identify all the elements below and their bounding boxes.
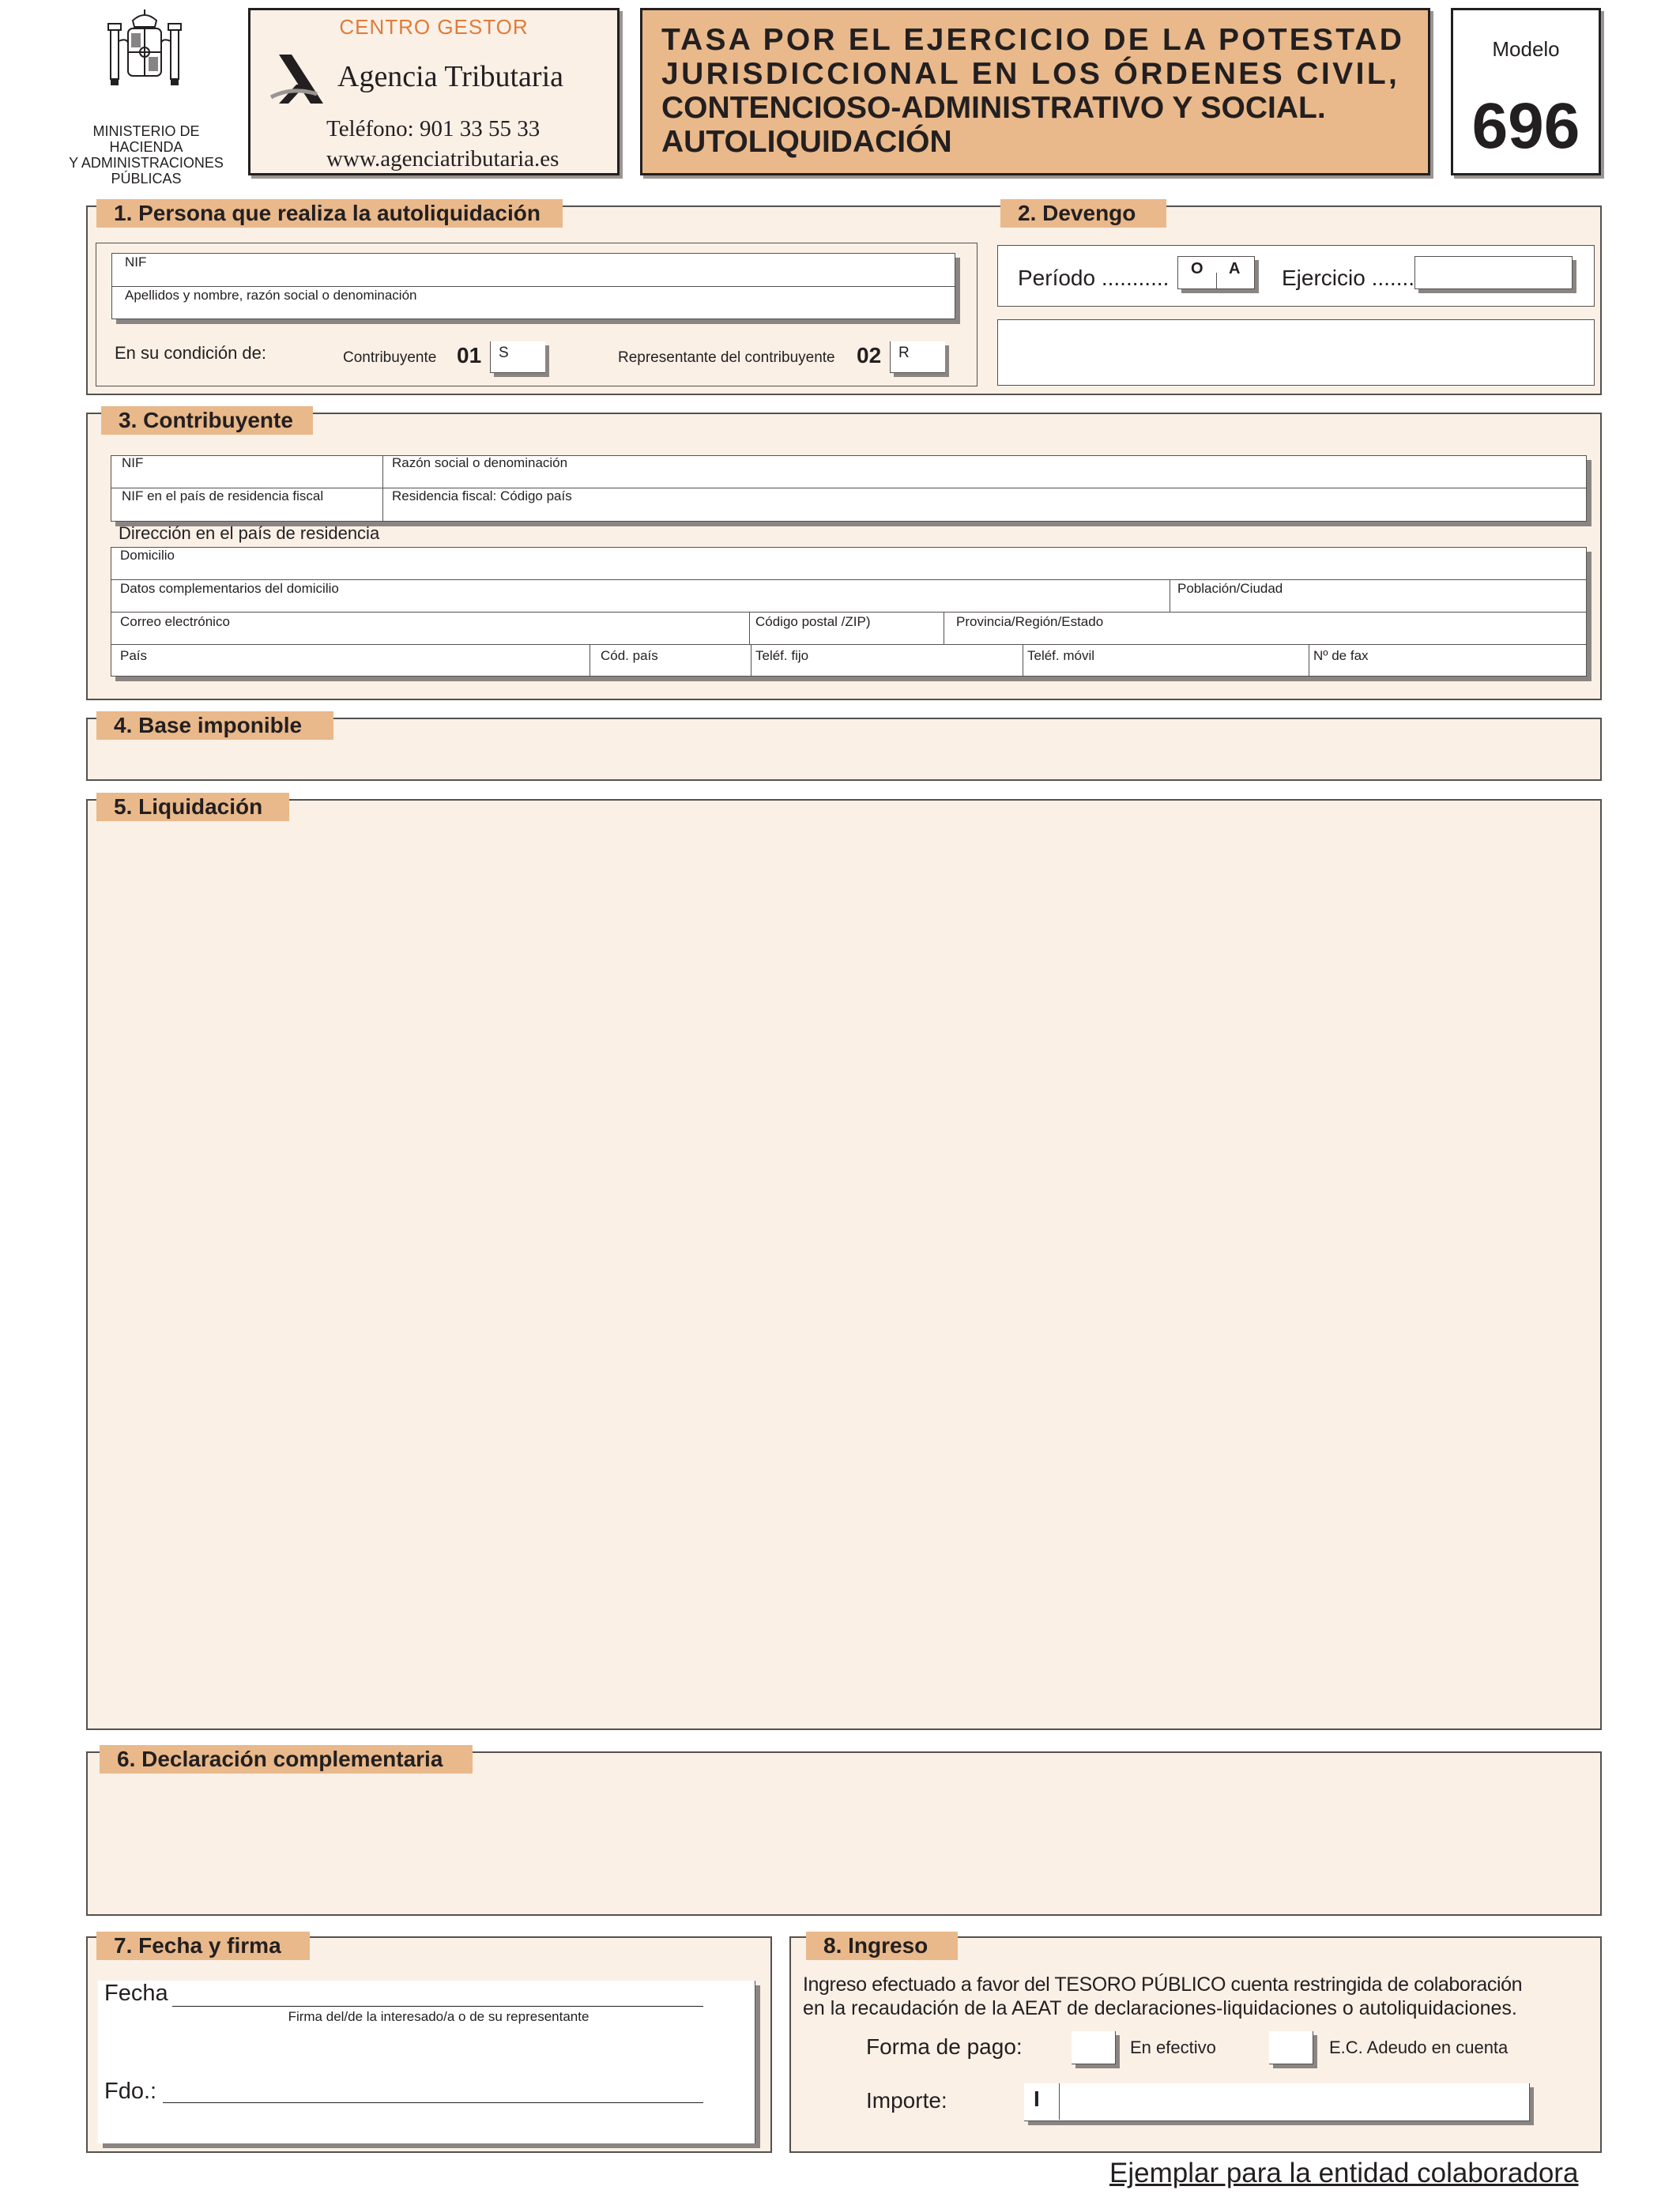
section-5-panel[interactable] [86, 799, 1602, 1730]
datos-complementarios-field[interactable]: Datos complementarios del domicilio [120, 581, 339, 596]
section-8-title: 8. Ingreso [806, 1932, 958, 1960]
ingreso-text: Ingreso efectuado a favor del TESORO PÚBLICO cuenta restringida de colaboración en la recaudación de la AEAT de declaraciones-liquidaciones o autoliquidaciones. [803, 1973, 1523, 2019]
copy-designation: Ejemplar para la entidad colaboradora [1109, 2158, 1579, 2188]
ejercicio-label: Ejercicio ....... [1282, 266, 1415, 290]
divider [111, 644, 1587, 645]
efectivo-checkbox[interactable] [1072, 2031, 1116, 2064]
cod-pais-field[interactable]: Cód. país [601, 648, 658, 663]
codigo-postal-field[interactable]: Código postal /ZIP) [755, 614, 871, 629]
agencia-tributaria-logo-icon [268, 48, 331, 111]
forma-pago-label: Forma de pago: [866, 2034, 1023, 2059]
contribuyente-code: 01 [457, 343, 482, 368]
modelo-number: 696 [1471, 90, 1580, 162]
section-5-title: 5. Liquidación [96, 793, 289, 821]
importe-field[interactable] [1024, 2083, 1530, 2121]
condicion-label: En su condición de: [115, 343, 267, 363]
importe-label: Importe: [866, 2088, 947, 2113]
section-2-title: 2. Devengo [1000, 199, 1166, 228]
periodo-a: A [1229, 260, 1241, 277]
efectivo-label: En efectivo [1130, 2038, 1216, 2057]
section-1-title: 1. Persona que realiza la autoliquidación [96, 199, 563, 228]
adeudo-checkbox[interactable] [1269, 2031, 1313, 2064]
periodo-label: Período ........... [1018, 266, 1170, 290]
devengo-lower-box [997, 319, 1595, 386]
representante-checkbox[interactable] [890, 341, 945, 373]
direccion-heading: Dirección en el país de residencia [119, 523, 380, 543]
nif-pais-field[interactable]: NIF en el país de residencia fiscal [122, 488, 324, 503]
periodo-field[interactable] [1177, 256, 1255, 289]
correo-field[interactable]: Correo electrónico [120, 614, 230, 629]
fdo-line [163, 2102, 703, 2103]
fecha-line [172, 2006, 703, 2007]
razon-social-field[interactable]: Razón social o denominación [392, 455, 568, 470]
divider [382, 455, 383, 522]
form-title-box [640, 8, 1430, 175]
domicilio-field[interactable]: Domicilio [120, 548, 175, 563]
contribuyente-label: Contribuyente [343, 349, 437, 366]
form-title: TASA POR EL EJERCICIO DE LA POTESTAD JURISDICCIONAL EN LOS ÓRDENES CIVIL, CONTENCIOSO-ADMINISTRATIVO Y SOCIAL. AUTOLIQUIDACIÓN [661, 23, 1405, 159]
divider [1059, 2083, 1060, 2120]
divider [111, 286, 955, 287]
section-3-title: 3. Contribuyente [101, 406, 313, 435]
poblacion-field[interactable]: Población/Ciudad [1177, 581, 1283, 596]
section-7-title: 7. Fecha y firma [96, 1932, 310, 1960]
modelo-label: Modelo [1492, 37, 1560, 61]
agency-website: www.agenciatributaria.es [326, 146, 559, 172]
divider [1216, 273, 1217, 288]
fecha-label: Fecha [104, 1981, 168, 2006]
centro-gestor-label: CENTRO GESTOR [339, 15, 529, 39]
coat-of-arms-icon [101, 6, 188, 117]
pais-field[interactable]: País [120, 648, 148, 663]
telefono-movil-field[interactable]: Teléf. móvil [1027, 648, 1095, 663]
residencia-fiscal-field[interactable]: Residencia fiscal: Código país [392, 488, 572, 503]
centro-gestor-box [248, 8, 620, 175]
modelo-box [1451, 8, 1601, 175]
agency-name: Agencia Tributaria [337, 60, 564, 93]
contribuyente-nif-field[interactable]: NIF [122, 455, 144, 470]
representante-value: R [898, 345, 910, 361]
provincia-field[interactable]: Provincia/Región/Estado [956, 614, 1104, 629]
firma-box[interactable] [98, 1981, 755, 2143]
importe-code: I [1034, 2087, 1040, 2111]
contribuyente-value: S [499, 345, 509, 361]
contribuyente-id-box [111, 455, 1587, 522]
section-4-title: 4. Base imponible [96, 711, 333, 740]
firma-caption: Firma del/de la interesado/a o de su representante [288, 2009, 590, 2024]
section-6-title: 6. Declaración complementaria [100, 1745, 473, 1774]
divider [111, 579, 1587, 580]
adeudo-label: E.C. Adeudo en cuenta [1329, 2038, 1509, 2057]
fax-field[interactable]: Nº de fax [1313, 648, 1369, 663]
fdo-label: Fdo.: [104, 2079, 157, 2104]
agency-phone: Teléfono: 901 33 55 33 [326, 116, 541, 141]
divider [749, 612, 750, 644]
telefono-fijo-field[interactable]: Teléf. fijo [755, 648, 809, 663]
divider [111, 612, 1587, 613]
periodo-o: O [1191, 260, 1203, 277]
ejercicio-field[interactable] [1414, 256, 1573, 289]
persona-name-field[interactable]: Apellidos y nombre, razón social o denominación [125, 288, 417, 303]
contribuyente-checkbox[interactable] [490, 341, 545, 373]
representante-code: 02 [857, 343, 882, 368]
section-6-panel[interactable] [86, 1751, 1602, 1916]
representante-label: Representante del contribuyente [618, 349, 835, 366]
ministry-name: MINISTERIO DE HACIENDA Y ADMINISTRACIONES PÚBLICAS [69, 123, 224, 187]
persona-nif-field[interactable]: NIF [125, 254, 147, 270]
